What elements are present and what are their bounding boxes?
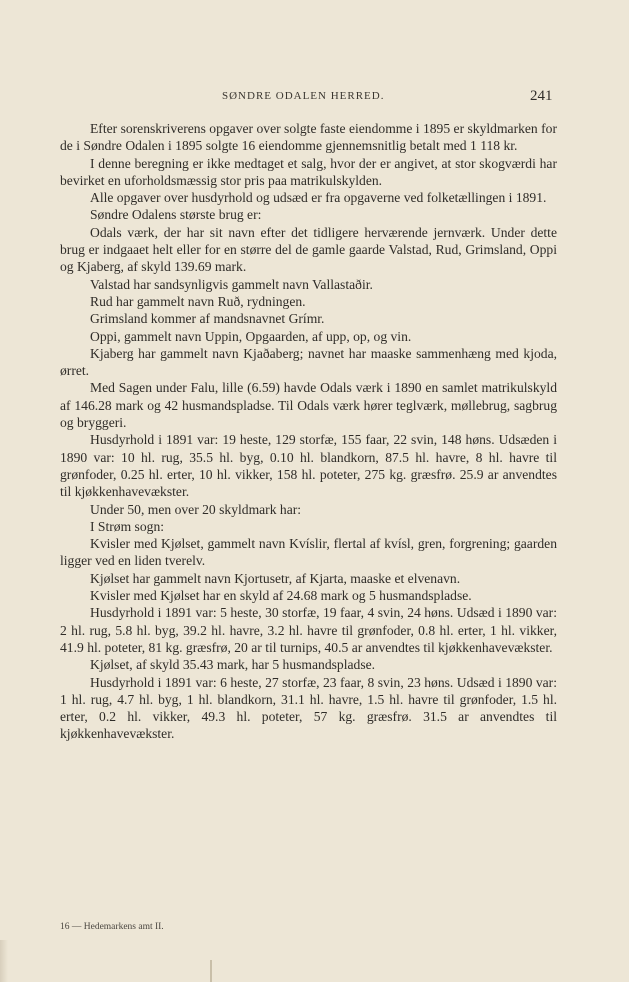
- paragraph: I denne beregning er ikke medtaget et salg, hvor der er angivet, at stor skogværdi har bevirket en uforholdsmæssig stor pris paa matrikulskylden.: [60, 155, 557, 188]
- scan-mark: [210, 960, 212, 982]
- paragraph: Under 50, men over 20 skyldmark har:: [90, 501, 302, 517]
- paragraph: Odals værk, der har sit navn efter det tidligere herværende jernværk. Under dette brug er indgaaet helt eller for en større del de gamle gaarde Valstad, Rud, Grimsland, Oppi og Kjaberg, af skyld 139.69 mark.: [60, 224, 557, 275]
- paragraph: I Strøm sogn:: [90, 518, 165, 534]
- paragraph: Oppi, gammelt navn Uppin, Opgaarden, af upp, op, og vin.: [90, 328, 412, 344]
- paragraph: Rud har gammelt navn Ruð, rydningen.: [90, 293, 306, 309]
- paragraph: Søndre Odalens største brug er:: [90, 207, 262, 223]
- paragraph: Husdyrhold i 1891 var: 19 heste, 129 storfæ, 155 faar, 22 svin, 148 høns. Udsæden i 1890 var: 10 hl. rug, 35.5 hl. byg, 0.10 hl. blandkorn, 87.5 hl. havre, 8 hl. havre til grønfoder, 0.25 hl. erter, 10 hl. vikker, 158 hl. poteter, 275 kg. græsfrø. 25.9 ar anvendtes til kjøkkenhavevækster.: [60, 432, 557, 500]
- paragraph: Husdyrhold i 1891 var: 6 heste, 27 storfæ, 23 faar, 8 svin, 23 høns. Udsæd i 1890 var: 1 hl. rug, 4.7 hl. byg, 1 hl. blandkorn, 31.1 hl. havre, 1.5 hl. havre til grønfoder, 1.5 hl. erter, 0.2 hl. vikker, 49.3 hl. poteter, 57 kg. græsfrø. 31.5 ar anvendtes til kjøkkenhavevækster.: [60, 674, 557, 742]
- body-text: [60, 120, 557, 743]
- paragraph: Grimsland kommer af mandsnavnet Grímr.: [90, 311, 325, 327]
- page-edge-shadow: [0, 940, 8, 982]
- paragraph: Kjølset, af skyld 35.43 mark, har 5 husmandspladse.: [90, 657, 376, 673]
- paragraph: Efter sorenskriverens opgaver over solgte faste eiendomme i 1895 er skyldmarken for de i Søndre Odalen i 1895 solgte 16 eiendomme gjennemsnitlig betalt med 1 118 kr.: [60, 121, 557, 154]
- paragraph: Valstad har sandsynligvis gammelt navn Vallastaðir.: [90, 276, 373, 292]
- paragraph: Alle opgaver over husdyrhold og udsæd er fra opgaverne ved folketællingen i 1891.: [90, 190, 547, 206]
- page-number: 241: [530, 88, 553, 104]
- paragraph: Med Sagen under Falu, lille (6.59) havde Odals værk i 1890 en samlet matrikulskyld af 146.28 mark og 42 husmandspladse. Til Odals værk hører teglværk, møllebrug, sagbrug og bryggeri.: [60, 380, 557, 431]
- signature-line: 16 — Hedemarkens amt II.: [60, 922, 164, 932]
- paragraph: Kvisler med Kjølset, gammelt navn Kvíslir, flertal af kvísl, gren, forgrening; gaarden ligger ved en liden tverelv.: [60, 536, 557, 569]
- paragraph: Kvisler med Kjølset har en skyld af 24.68 mark og 5 husmandspladse.: [90, 588, 472, 604]
- paragraph: Husdyrhold i 1891 var: 5 heste, 30 storfæ, 19 faar, 4 svin, 24 høns. Udsæd i 1890 var: 2 hl. rug, 5.8 hl. byg, 39.2 hl. havre, 3.2 hl. havre til grønfoder, 0.8 hl. erter, 1 hl. vikker, 41.9 hl. poteter, 81 kg. græsfrø, 20 ar til turnips, 40.5 ar anvendtes til kjøkkenhavevækster.: [60, 605, 557, 655]
- page-header: [0, 88, 629, 108]
- paragraph: Kjaberg har gammelt navn Kjaðaberg; navnet har maaske sammenhæng med kjoda, ørret.: [60, 345, 557, 379]
- paragraph: Kjølset har gammelt navn Kjortusetr, af Kjarta, maaske et elvenavn.: [90, 570, 461, 586]
- running-title: SØNDRE ODALEN HERRED.: [222, 90, 385, 102]
